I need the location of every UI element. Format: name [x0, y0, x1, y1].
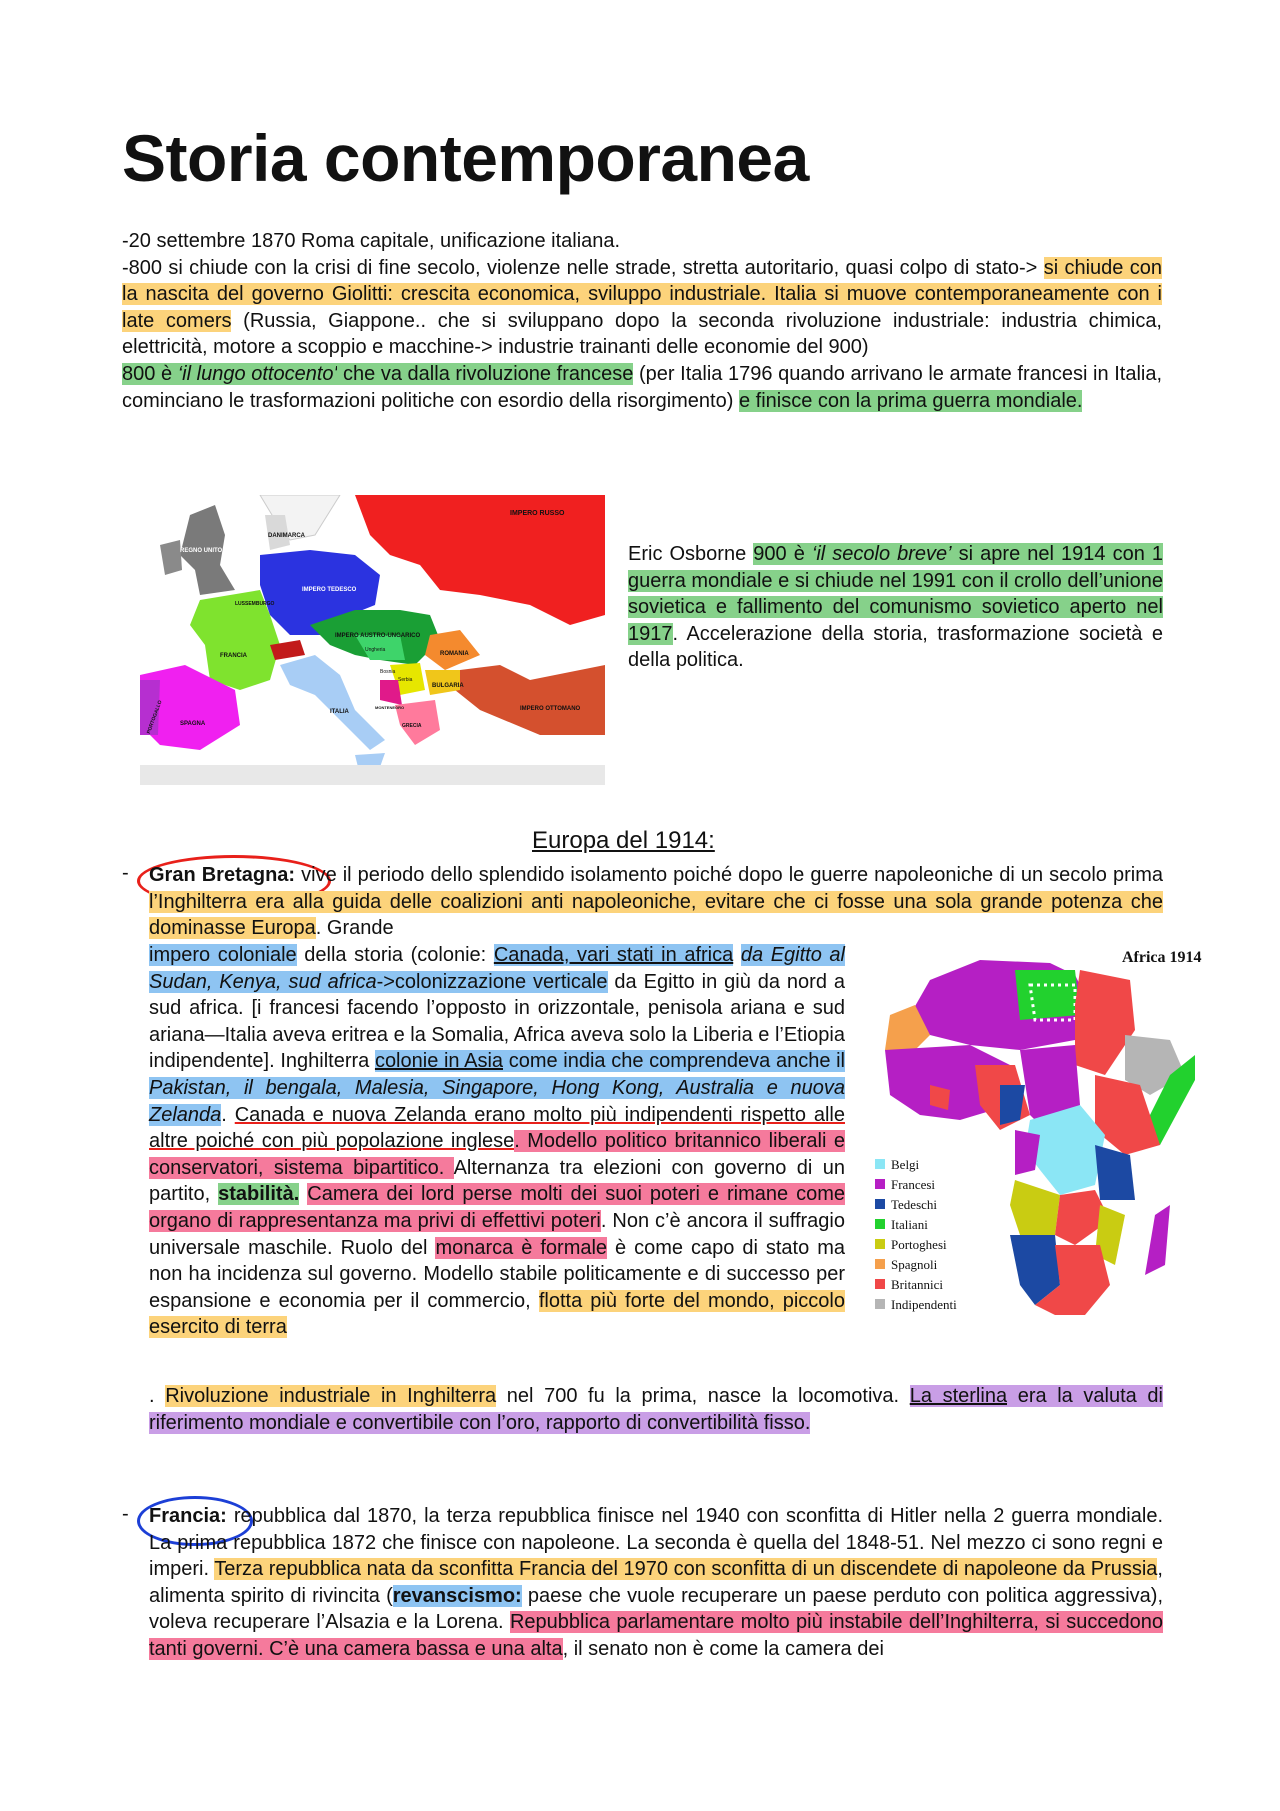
legend-swatch: [875, 1299, 885, 1309]
legend-item-francesi: [875, 1175, 957, 1195]
map-label-montenegro: MONTENEGRO: [375, 705, 405, 710]
intro-latecomers: (Russia, Giappone.. che si sviluppano dopo la seconda rivoluzione industriale: industria chimica, elettricità, motore a scoppio e macchine-> industrie trainanti delle economie del 900): [122, 309, 1162, 359]
gb-paragraph-column: [149, 942, 845, 1341]
gb-space: [733, 944, 741, 966]
highlight-osborne-body: si apre nel 1914 con 1 guerra mondiale e si chiude nel 1991 con il crollo dell’unione sovietica e fallimento del comunismo sovietico aperto nel 1917: [628, 543, 1163, 645]
map-label-austria-hungary: IMPERO AUSTRO-UNGARICO: [335, 633, 421, 639]
gb-grande: . Grande: [315, 917, 394, 940]
page-title: Storia contemporanea: [122, 121, 809, 195]
map-label-serbia: Serbia: [398, 677, 413, 683]
legend-label: Portoghesi: [891, 1237, 947, 1252]
highlight-900: 900 è: [753, 543, 812, 565]
highlight-ottocento-1: 800 è: [122, 362, 178, 385]
gb-suffragio: . Non c’è ancora il suffragio universale maschile. Ruolo del: [149, 1209, 845, 1259]
map-label-hungary: Ungheria: [365, 647, 386, 653]
highlight-terza-repubblica: Terza repubblica nata da sconfitta Francia del 1970 con sconfitta di un discendete di napoleone da Prussia: [214, 1558, 1158, 1581]
gb-modello-stabile: è come capo di stato ma non ha incidenza sul governo. Modello stabile politicamente e di successo per espansione e economia per il commercio,: [149, 1236, 845, 1312]
intro-line-1: -20 settembre 1870 Roma capitale, unificazione italiana.: [122, 230, 621, 252]
fr-senato: , il senato non è come la camera dei: [562, 1637, 884, 1660]
legend-item-indipendenti: [875, 1295, 957, 1315]
highlight-egitto-sudan: da Egitto al Sudan, Kenya, sud africa: [149, 944, 845, 993]
highlight-verticale: ->colonizzazione verticale: [376, 970, 608, 993]
legend-item-spagnoli: [875, 1255, 957, 1275]
fr-paragraph: [149, 1503, 1163, 1663]
gb-label: Gran Bretagna:: [149, 864, 296, 886]
map-label-greece: GRECIA: [402, 723, 422, 729]
osborne-paragraph: [628, 541, 1163, 674]
legend-swatch: [875, 1259, 885, 1269]
bullet-dash-gb: -: [122, 862, 129, 884]
highlight-convertibilita: era la valuta di riferimento mondiale e convertibile con l’oro, rapporto di convertibilità fisso.: [149, 1385, 1163, 1434]
legend-label: Britannici: [891, 1277, 943, 1292]
highlight-colonie-asia: colonie in Asia: [374, 1050, 504, 1073]
fr-rivincita: , alimenta spirito di rivincita (: [149, 1558, 1163, 1607]
highlight-lungo-ottocento: ‘il lungo ottocento': [177, 362, 338, 385]
map-label-spain: SPAGNA: [180, 721, 206, 727]
highlight-flotta: flotta più forte del mondo, piccolo esercito di terra: [149, 1289, 845, 1339]
legend-swatch: [875, 1219, 885, 1229]
highlight-ottocento-2: che va dalla rivoluzione francese: [337, 362, 634, 385]
map-label-germany: IMPERO TEDESCO: [302, 587, 357, 593]
legend-swatch: [875, 1179, 885, 1189]
map-label-portugal: PORTOGALLO: [145, 699, 164, 735]
legend-swatch: [875, 1279, 885, 1289]
legend-swatch: [875, 1199, 885, 1209]
legend-label: Italiani: [891, 1217, 928, 1232]
legend-item-belgi: [875, 1155, 957, 1175]
fr-label: Francia:: [149, 1505, 227, 1527]
highlight-sterlina: La sterlina: [909, 1385, 1008, 1407]
highlight-impero-coloniale: impero coloniale: [149, 944, 297, 966]
highlight-pakistan: Pakistan, il bengala, Malesia, Singapore, Hong Kong, Australia e nuova Zelanda: [149, 1076, 845, 1126]
map-label-ottoman: IMPERO OTTOMANO: [520, 706, 581, 712]
map-label-uk: REGNO UNITO: [180, 548, 223, 554]
legend-label: Spagnoli: [891, 1257, 938, 1272]
map-label-romania: ROMANIA: [440, 651, 469, 657]
intro-line-2: -800 si chiude con la crisi di fine secolo, violenze nelle strade, stretta autoritario, quasi colpo di stato->: [122, 256, 1044, 279]
map-label-italy: ITALIA: [330, 709, 349, 715]
legend-item-portoghesi: [875, 1235, 957, 1255]
highlight-giolitti: si chiude con la nascita del governo Giolitti: crescita economica, sviluppo industriale. Italia si muove contemporaneamente con i late comers: [122, 256, 1162, 332]
africa-map-title: Africa 1914: [1122, 949, 1202, 966]
underline-canada-nz: Canada e nuova Zelanda erano molto più indipendenti rispetto alle altre poiché con più popolazione inglese: [149, 1103, 845, 1153]
gb-colonie-intro: della storia (colonie:: [296, 944, 494, 966]
highlight-monarca: monarca è formale: [435, 1236, 608, 1259]
gb-paragraph-top: [149, 862, 1163, 942]
highlight-india: come india che comprendeva anche il: [503, 1050, 845, 1073]
legend-label: Belgi: [891, 1157, 920, 1172]
legend-label: Tedeschi: [891, 1197, 938, 1212]
gb-paragraph-bottom: [149, 1383, 1163, 1436]
highlight-camera-lord: Camera dei lord perse molti dei suoi poteri e rimane come organo di rappresentanza ma privi di effettivi poteri: [149, 1183, 845, 1232]
map-label-france: FRANCIA: [220, 653, 247, 659]
map-label-russia: IMPERO RUSSO: [510, 510, 565, 517]
gb-locomotiva: nel 700 fu la prima, nasce la locomotiva.: [496, 1385, 910, 1407]
legend-label: Francesi: [891, 1177, 936, 1192]
intro-paragraph: [122, 228, 1162, 414]
africa-legend: [875, 1155, 957, 1315]
fr-alsazia: paese che vuole recuperare un paese perduto con politica aggressiva), voleva recuperare l’Alsazia e la Lorena.: [149, 1584, 1163, 1634]
map-label-denmark: DANIMARCA: [268, 533, 305, 539]
legend-item-italiani: [875, 1215, 957, 1235]
gb-sep: .: [221, 1103, 235, 1126]
osborne-conclusion: . Accelerazione della storia, trasformazione società e della politica.: [628, 622, 1163, 672]
highlight-canada-africa: Canada, vari stati in africa: [493, 944, 734, 966]
gb-colonie-detail: da Egitto in giù da nord a sud africa. [i francesi facendo l’opposto in orizzontale, penisola ariana e sud ariana—Italia aveva eritrea e la Somalia, Africa aveva solo la Liberia e l’Etiopia indipendente]. Inghilterra: [149, 970, 846, 1073]
map-label-bosnia: Bosnia: [380, 669, 396, 675]
legend-item-britannici: [875, 1275, 957, 1295]
highlight-secolo-breve: ‘il secolo breve’: [811, 543, 952, 565]
highlight-rivoluzione-industriale: Rivoluzione industriale in Inghilterra: [165, 1385, 497, 1407]
highlight-stabilita: stabilità.: [218, 1183, 300, 1206]
fr-repubblica: repubblica dal 1870, la terza repubblica finisce nel 1940 con sconfitta di Hitler nella 2 guerra mondiale. La prima repubblica 1872 che finisce con napoleone. La seconda è quella del 1848-51. Nel mezzo ci sono regni e imperi.: [149, 1505, 1163, 1581]
highlight-coalizioni: l’Inghilterra era alla guida delle coalizioni anti napoleoniche, evitare che ci fosse una sola grande potenza che dominasse Europa: [149, 890, 1163, 940]
bullet-dash-fr: -: [122, 1503, 129, 1525]
map-label-bulgaria: BULGARIA: [432, 683, 464, 689]
north-africa-region: [140, 765, 605, 785]
gb-isolamento: vive il periodo dello splendido isolamento poiché dopo le guerre napoleoniche di un secolo prima: [295, 864, 1163, 886]
europe-1914-map: [140, 495, 605, 785]
highlight-bipartitico: . Modello politico britannico liberali e conservatori, sistema bipartitico.: [149, 1130, 845, 1179]
legend-swatch: [875, 1239, 885, 1249]
legend-label: Indipendenti: [891, 1297, 957, 1312]
osborne-author: Eric Osborne: [628, 543, 754, 565]
legend-item-tedeschi: [875, 1195, 957, 1215]
africa-1914-map: [870, 945, 1225, 1355]
section-title: Europa del 1914:: [532, 827, 715, 854]
sicily-region: [355, 753, 385, 767]
legend-swatch: [875, 1159, 885, 1169]
intro-italia-1796: (per Italia 1796 quando arrivano le armate francesi in Italia, cominciano le trasformazioni politiche con esordio della risorgimento): [122, 362, 1163, 412]
gb-sep-2: .: [149, 1385, 166, 1407]
highlight-parlamentare: Repubblica parlamentare molto più instabile dell’Inghilterra, si succedono tanti governi. C’è una camera bassa e una alta: [149, 1611, 1164, 1660]
map-label-luxembourg: LUSSEMBURGO: [235, 601, 275, 607]
highlight-prima-guerra: e finisce con la prima guerra mondiale.: [738, 389, 1083, 412]
highlight-revanscismo: revanscismo:: [392, 1584, 522, 1607]
gb-alternanza: Alternanza tra elezioni con governo di un partito,: [149, 1156, 845, 1206]
